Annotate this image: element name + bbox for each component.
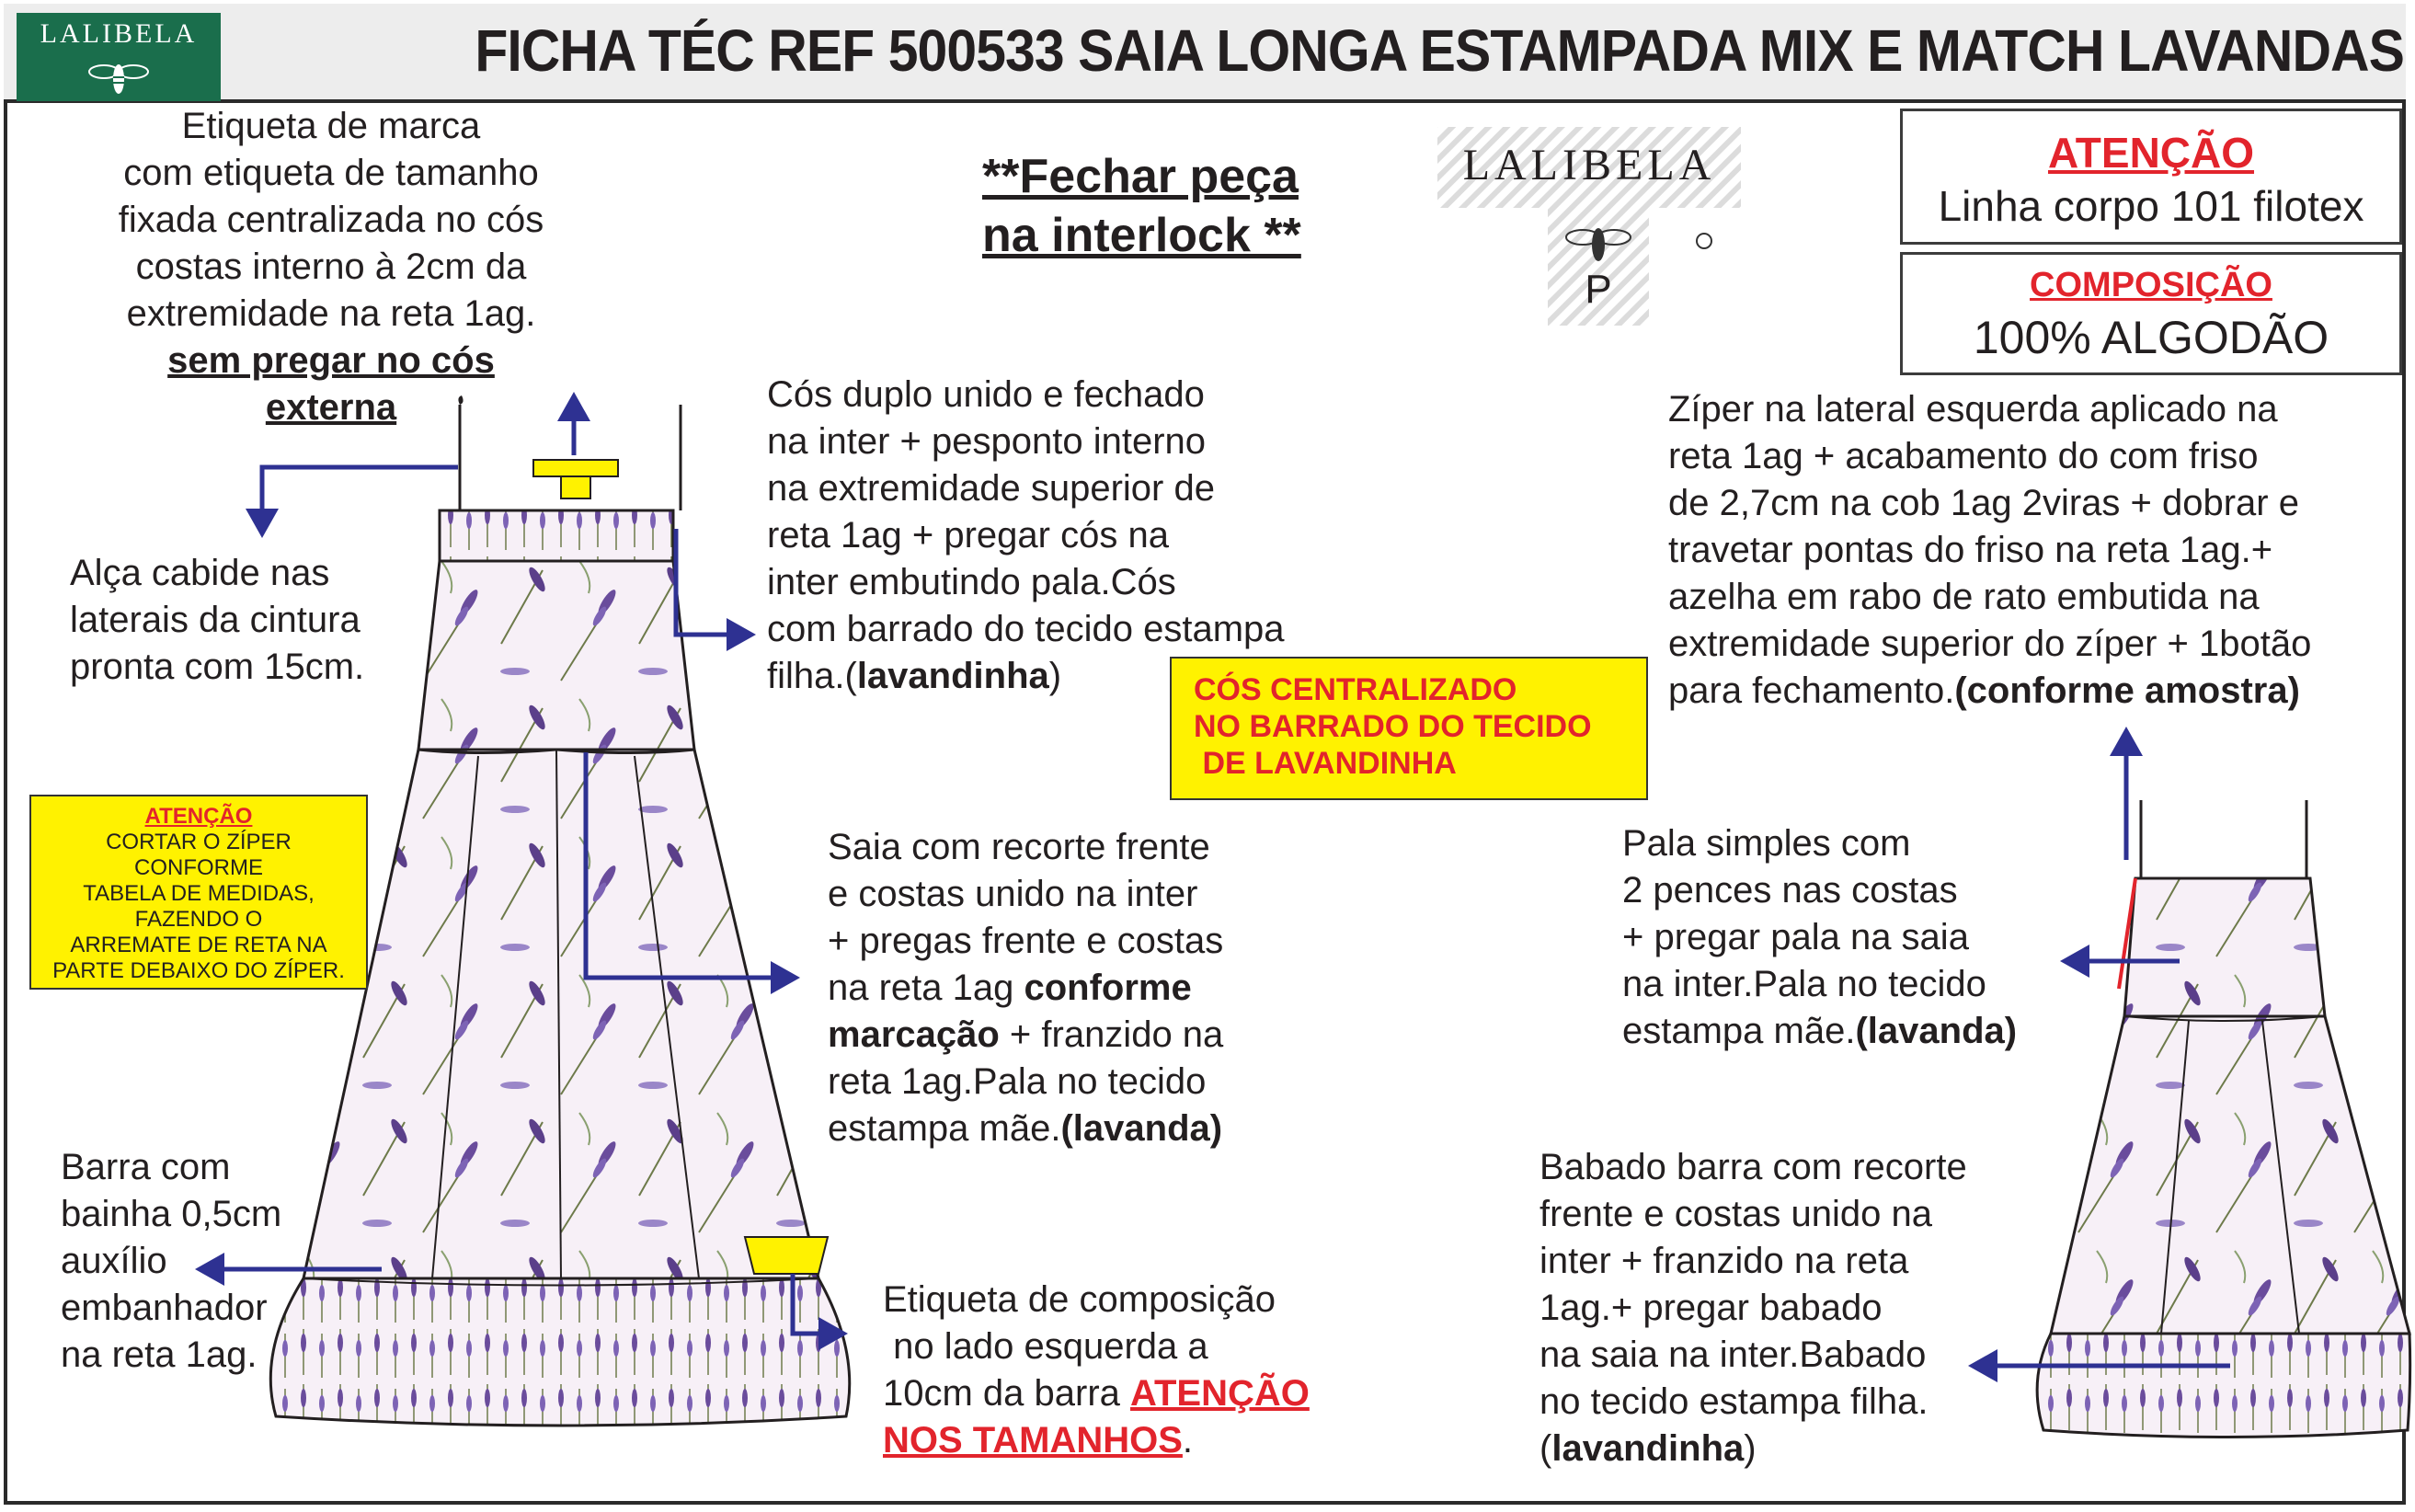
skirt-note <box>828 824 1223 1152</box>
back-skirt-drawing <box>2037 800 2410 1438</box>
note-line: 2 pences nas costas <box>1622 870 1958 911</box>
label-tag-size: P <box>1585 267 1612 312</box>
note-line: azelha em rabo de rato embutida na <box>1668 577 2260 617</box>
close-note <box>982 147 1301 265</box>
composition-title: COMPOSIÇÃO <box>2030 266 2272 304</box>
note-line: de 2,7cm na cob 1ag 2viras + dobrar e <box>1668 483 2299 523</box>
note-line <box>828 1105 1223 1152</box>
note-line: Pala simples com <box>1622 823 1911 864</box>
note-line <box>1622 1008 2017 1055</box>
centered-waistband-note <box>1170 657 1648 800</box>
text-run: . <box>1182 1420 1194 1460</box>
label-tag-brand: LALIBELA <box>1462 141 1716 189</box>
note-line: sem pregar no cós externa <box>167 340 495 428</box>
text-run: conforme <box>1024 968 1192 1008</box>
text-run: estampa mãe. <box>828 1108 1061 1149</box>
note-line: FAZENDO O <box>134 907 263 932</box>
note-line: ARREMATE DE RETA NA <box>70 933 327 957</box>
note-line: no lado esquerda a <box>883 1326 1208 1367</box>
note-line: Cós duplo unido e fechado <box>767 374 1205 415</box>
note-line: Etiqueta de composição <box>883 1279 1276 1320</box>
cut-zipper-note <box>29 795 368 990</box>
text-run: filha.( <box>767 656 857 696</box>
note-line: inter + franzido na reta <box>1539 1241 1909 1281</box>
note-line: Barra com <box>61 1147 231 1187</box>
note-line: na inter + pesponto interno <box>767 421 1207 462</box>
note-line: Zíper na lateral esquerda aplicado na <box>1668 389 2278 430</box>
close-note-line: **Fechar peça <box>982 150 1299 203</box>
note-line: com etiqueta de tamanho <box>123 153 539 193</box>
text-run: marcação <box>828 1014 1000 1055</box>
close-note-line: na interlock ** <box>982 209 1301 262</box>
note-line: costas interno à 2cm da <box>135 246 527 287</box>
note-line: embanhador <box>61 1288 268 1328</box>
thread-attention-box <box>1900 109 2402 245</box>
note-line: TABELA DE MEDIDAS, <box>83 881 315 906</box>
note-line: auxílio <box>61 1241 167 1281</box>
composition-text: 100% ALGODÃO <box>1973 312 2329 363</box>
note-line: Alça cabide nas <box>70 553 330 593</box>
zipper-note <box>1668 386 2311 715</box>
waistband-note <box>767 372 1285 700</box>
note-line: reta 1ag + pregar cós na <box>767 515 1169 556</box>
note-line: NO BARRADO DO TECIDO <box>1194 709 1592 744</box>
note-line: no tecido estampa filha. <box>1539 1381 1929 1422</box>
note-line: extremidade superior do zíper + 1botão <box>1668 624 2312 664</box>
text-run: ( <box>1539 1428 1552 1469</box>
note-title: ATENÇÃO <box>144 804 253 829</box>
note-line: pronta com 15cm. <box>70 647 365 687</box>
thread-attention-text: Linha corpo 101 filotex <box>1938 182 2364 230</box>
note-line: na reta 1ag. <box>61 1334 258 1375</box>
note-line: fixada centralizada no cós <box>118 200 544 240</box>
note-line: CORTAR O ZÍPER <box>106 830 292 854</box>
text-run: ) <box>1744 1428 1757 1469</box>
note-line: + pregas frente e costas <box>828 921 1224 961</box>
note-line: com barrado do tecido estampa <box>767 609 1285 649</box>
note-line: inter embutindo pala.Cós <box>767 562 1176 602</box>
note-line <box>828 1012 1223 1059</box>
note-line <box>883 1417 1310 1464</box>
text-run: (lavanda) <box>1060 1108 1223 1149</box>
note-line: frente e costas unido na <box>1539 1194 1932 1234</box>
note-line: Babado barra com recorte <box>1539 1147 1967 1187</box>
note-line: + pregar pala na saia <box>1622 917 1969 957</box>
note-line: CONFORME <box>134 855 263 880</box>
note-line: Saia com recorte frente <box>828 827 1210 867</box>
text-run: para fechamento. <box>1668 670 1955 711</box>
yoke-note <box>1622 820 2017 1055</box>
note-line <box>883 1370 1310 1417</box>
page-title: FICHA TÉC REF 500533 SAIA LONGA ESTAMPADA MIX E MATCH LAVANDAS <box>475 17 2404 84</box>
text-run: (conforme amostra) <box>1954 670 2300 711</box>
text-run: NOS TAMANHOS <box>883 1420 1183 1460</box>
text-run: 10cm da barra <box>883 1373 1131 1414</box>
text-run: ATENÇÃO <box>1130 1373 1310 1414</box>
note-line: DE LAVANDINHA <box>1194 746 1457 781</box>
note-line: PARTE DEBAIXO DO ZÍPER. <box>52 958 345 983</box>
strap-note <box>70 550 364 691</box>
note-line <box>1668 668 2311 715</box>
note-line: na inter.Pala no tecido <box>1622 964 1986 1004</box>
note-line <box>828 965 1223 1012</box>
note-line: bainha 0,5cm <box>61 1194 282 1234</box>
note-line: extremidade na reta 1ag. <box>126 293 536 334</box>
text-run: + franzido na <box>999 1014 1224 1055</box>
note-line: laterais da cintura <box>70 600 361 640</box>
thread-attention-title: ATENÇÃO <box>2047 129 2255 177</box>
text-run: na reta 1ag <box>828 968 1024 1008</box>
note-line: na saia na inter.Babado <box>1539 1334 1927 1375</box>
text-run: (lavanda) <box>1855 1011 2018 1051</box>
note-line: CÓS CENTRALIZADO <box>1194 672 1517 707</box>
ruffle-note <box>1539 1144 1967 1472</box>
note-line: Etiqueta de marca <box>181 106 481 146</box>
text-run: lavandinha <box>856 656 1049 696</box>
composition-label-note <box>883 1277 1310 1464</box>
text-run: estampa mãe. <box>1622 1011 1856 1051</box>
note-line <box>1539 1426 1967 1472</box>
text-run: ) <box>1048 656 1062 696</box>
note-line: reta 1ag + acabamento do com friso <box>1668 436 2259 476</box>
brand-label-note <box>110 103 552 431</box>
note-line: travetar pontas do friso na reta 1ag.+ <box>1668 530 2273 570</box>
brand-label-tag <box>1437 120 1741 326</box>
text-run: lavandinha <box>1551 1428 1745 1469</box>
note-line: 1ag.+ pregar babado <box>1539 1288 1883 1328</box>
note-line: reta 1ag.Pala no tecido <box>828 1061 1207 1102</box>
hem-note <box>61 1144 281 1379</box>
note-line: na extremidade superior de <box>767 468 1215 509</box>
brand-name: LALIBELA <box>40 18 198 49</box>
note-line: e costas unido na inter <box>828 874 1198 914</box>
composition-box <box>1900 252 2402 375</box>
